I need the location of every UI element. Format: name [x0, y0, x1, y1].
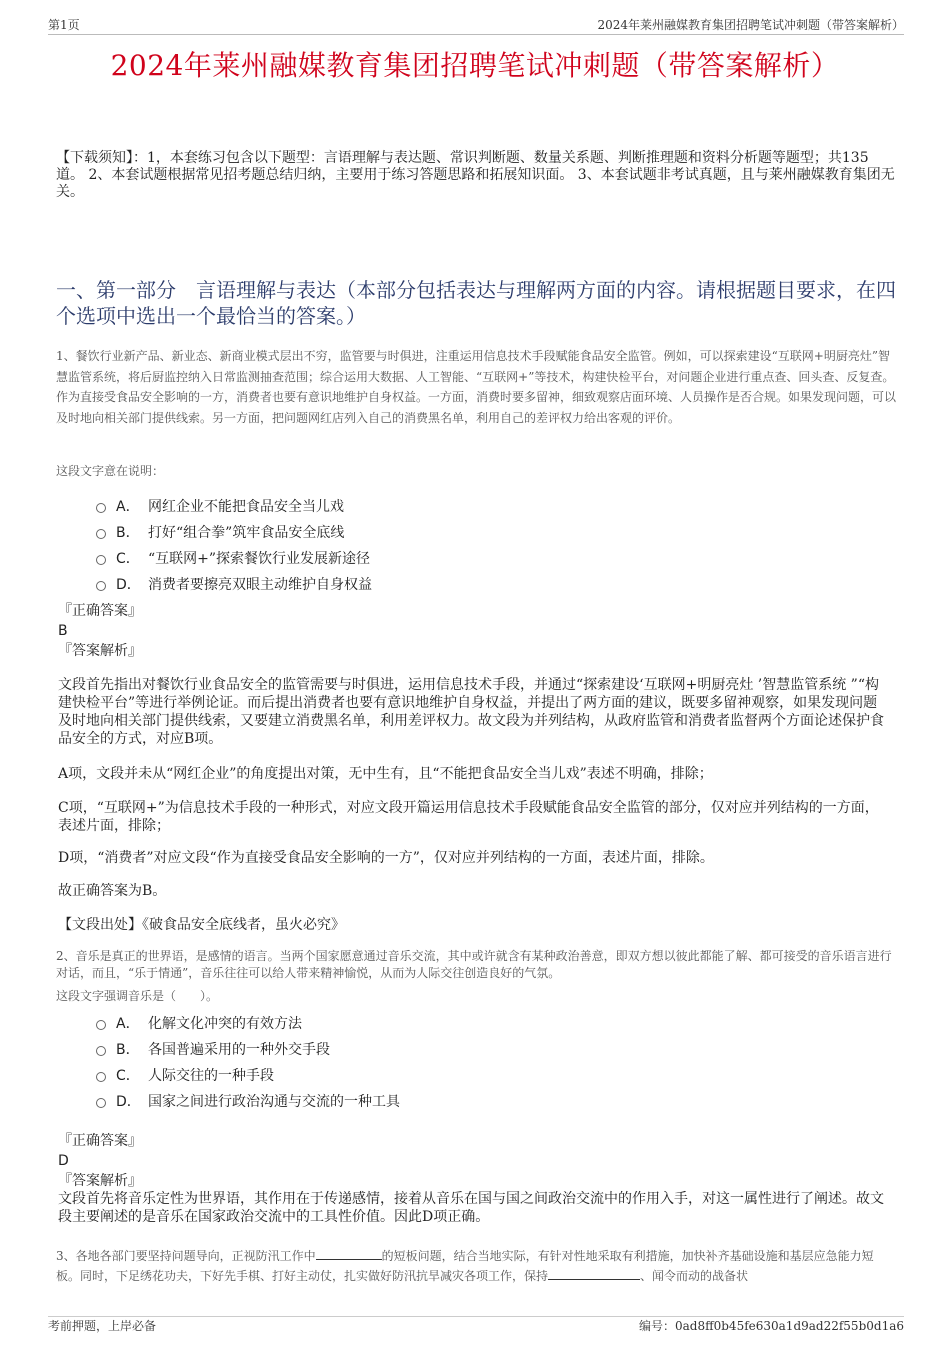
- question-1-answer: B: [58, 623, 68, 639]
- option-letter: D．: [116, 577, 141, 593]
- document-title: 2024年莱州融媒教育集团招聘笔试冲刺题（带答案解析）: [110, 49, 840, 82]
- option-text: 消费者要擦亮双眼主动维护自身权益: [148, 577, 372, 593]
- option-letter: A．: [116, 499, 140, 515]
- question-1-analysis-para-3: C项，“互联网+”为信息技术手段的一种形式，对应文段开篇运用信息技术手段赋能食品安全监管的部分，仅对应并列结构的一方面，表述片面，排除；: [58, 800, 879, 834]
- question-1-option-d[interactable]: [96, 571, 596, 597]
- footer-code: 编号：0ad8ff0b45fe630a1d9ad22f55b0d1a6: [638, 1319, 904, 1333]
- option-text: 化解文化冲突的有效方法: [148, 1016, 302, 1032]
- option-text: 网红企业不能把食品安全当儿戏: [148, 499, 344, 515]
- page-number: 第1页: [48, 18, 80, 32]
- question-3-stem-part-3: 、闻令而动的战备状: [640, 1269, 749, 1283]
- question-3-stem-part-2: 的短板问题，结合当地实际，有针对性地采取有利措施，加快补齐基础设施和基层应急能力短板。同时，下足绣花功夫，下好先手棋、打好主动仗，扎实做好防汛抗旱减灾各项工作，保持: [56, 1249, 874, 1283]
- question-1-analysis-label: 『答案解析』: [58, 643, 142, 659]
- question-2-options: [96, 1010, 596, 1114]
- question-2-option-d[interactable]: [96, 1088, 596, 1114]
- option-text: 打好“组合拳”筑牢食品安全底线: [148, 525, 345, 541]
- question-1-analysis-para-5: 故正确答案为B。: [58, 883, 167, 899]
- question-1-analysis-para-2: A项，文段并未从“网红企业”的角度提出对策，无中生有，且“不能把食品安全当儿戏”表述不明确，排除；: [58, 766, 713, 782]
- option-text: 国家之间进行政治沟通与交流的一种工具: [148, 1094, 400, 1110]
- option-letter: C．: [116, 551, 140, 567]
- question-1-option-b[interactable]: [96, 519, 596, 545]
- option-letter: C．: [116, 1068, 140, 1084]
- header-doc-title: 2024年莱州融媒教育集团招聘笔试冲刺题（带答案解析）: [597, 18, 904, 32]
- radio-icon[interactable]: [96, 529, 106, 539]
- page-header: [48, 16, 904, 35]
- question-1-answer-label: 『正确答案』: [58, 603, 142, 619]
- option-letter: B．: [116, 1042, 140, 1058]
- question-3-stem-part-1: 3、各地各部门要坚持问题导向，正视防汛工作中: [56, 1249, 316, 1263]
- question-2-answer-label: 『正确答案』: [58, 1133, 142, 1149]
- radio-icon[interactable]: [96, 1046, 106, 1056]
- option-text: 各国普遍采用的一种外交手段: [148, 1042, 330, 1058]
- question-2-stem: 2、音乐是真正的世界语，是感情的语言。当两个国家愿意通过音乐交流，其中或许就含有某种政治善意，即双方想以彼此都能了解、都可接受的音乐语言进行对话，而且，“乐于情通”，音乐往往可以给人带来精神愉悦，从而为人际交往创造良好的气氛。: [56, 949, 892, 980]
- question-2-analysis-label: 『答案解析』: [58, 1173, 142, 1189]
- radio-icon[interactable]: [96, 503, 106, 513]
- question-2-option-c[interactable]: [96, 1062, 596, 1088]
- question-1-option-c[interactable]: [96, 545, 596, 571]
- section-heading: 一、第一部分 言语理解与表达（本部分包括表达与理解两方面的内容。请根据题目要求，在四个选项中选出一个最恰当的答案。）: [56, 278, 896, 328]
- radio-icon[interactable]: [96, 1098, 106, 1108]
- download-notice: 【下载须知】：1，本套练习包含以下题型：言语理解与表达题、常识判断题、数量关系题、判断推理题和资料分析题等题型；共135道。 2、本套试题根据常见招考题总结归纳，主要用于练习答题思路和拓展知识面。 3、本套试题非考试真题，且与莱州融媒教育集团无关。: [56, 150, 895, 200]
- radio-icon[interactable]: [96, 555, 106, 565]
- question-2-analysis: 文段首先将音乐定性为世界语，其作用在于传递感情，接着从音乐在国与国之间政治交流中的作用入手，对这一属性进行了阐述。故文段主要阐述的是音乐在国家政治交流中的工具性价值。因此D项正确。: [58, 1191, 884, 1225]
- blank-2[interactable]: [548, 1279, 640, 1280]
- option-text: 人际交往的一种手段: [148, 1068, 274, 1084]
- option-letter: A．: [116, 1016, 140, 1032]
- radio-icon[interactable]: [96, 581, 106, 591]
- question-2-option-b[interactable]: [96, 1036, 596, 1062]
- question-2-prompt: 这段文字强调音乐是（ ）。: [56, 989, 219, 1003]
- question-1-analysis-para-4: D项，“消费者”对应文段“作为直接受食品安全影响的一方”，仅对应并列结构的一方面，表述片面，排除。: [58, 850, 714, 866]
- question-1-source: 【文段出处】《破食品安全底线者，虽火必究》: [58, 917, 345, 933]
- question-1-option-a[interactable]: [96, 493, 596, 519]
- page-footer: [48, 1316, 904, 1333]
- question-1-prompt: 这段文字意在说明：: [56, 464, 165, 478]
- question-2-option-a[interactable]: [96, 1010, 596, 1036]
- option-text: “互联网+”探索餐饮行业发展新途径: [148, 551, 371, 567]
- radio-icon[interactable]: [96, 1072, 106, 1082]
- option-letter: D．: [116, 1094, 141, 1110]
- footer-slogan: 考前押题，上岸必备: [48, 1319, 157, 1333]
- question-3-stem: [56, 1246, 896, 1286]
- question-1-stem: 1、餐饮行业新产品、新业态、新商业模式层出不穷，监管要与时俱进，注重运用信息技术手段赋能食品安全监管。例如，可以探索建设“互联网+明厨亮灶”智慧监管系统，将后厨监控纳入日常监测抽查范围；综合运用大数据、人工智能、“互联网+”等技术，构建快检平台，对问题企业进行重点查、回头查、反复查。作为直接受食品安全影响的一方，消费者也要有意识地维护自身权益。一方面，消费时要多留神，细致观察店面环境、人员操作是否合规。如果发现问题，可以及时地向相关部门提供线索。另一方面，把问题网红店列入自己的消费黑名单，利用自己的差评权力给出客观的评价。: [56, 349, 897, 425]
- radio-icon[interactable]: [96, 1020, 106, 1030]
- blank-1[interactable]: [316, 1259, 382, 1260]
- question-2-answer: D: [58, 1153, 69, 1169]
- question-1-options: [96, 493, 596, 597]
- option-letter: B．: [116, 525, 140, 541]
- question-1-analysis-para-1: 文段首先指出对餐饮行业食品安全的监管需要与时俱进，运用信息技术手段，并通过“探索建设‘互联网+明厨亮灶 ’智慧监管系统 ”“构建快检平台”等进行举例论证。而后提出消费者也要有意识地维护自身权益，并提出了两方面的建议，既要多留神观察，如果发现问题及时地向相关部门提供线索，又要建立消费黑名单，利用差评权力。故文段为并列结构，从政府监管和消费者监督两个方面论述保护食品安全的方式，对应B项。: [58, 677, 884, 747]
